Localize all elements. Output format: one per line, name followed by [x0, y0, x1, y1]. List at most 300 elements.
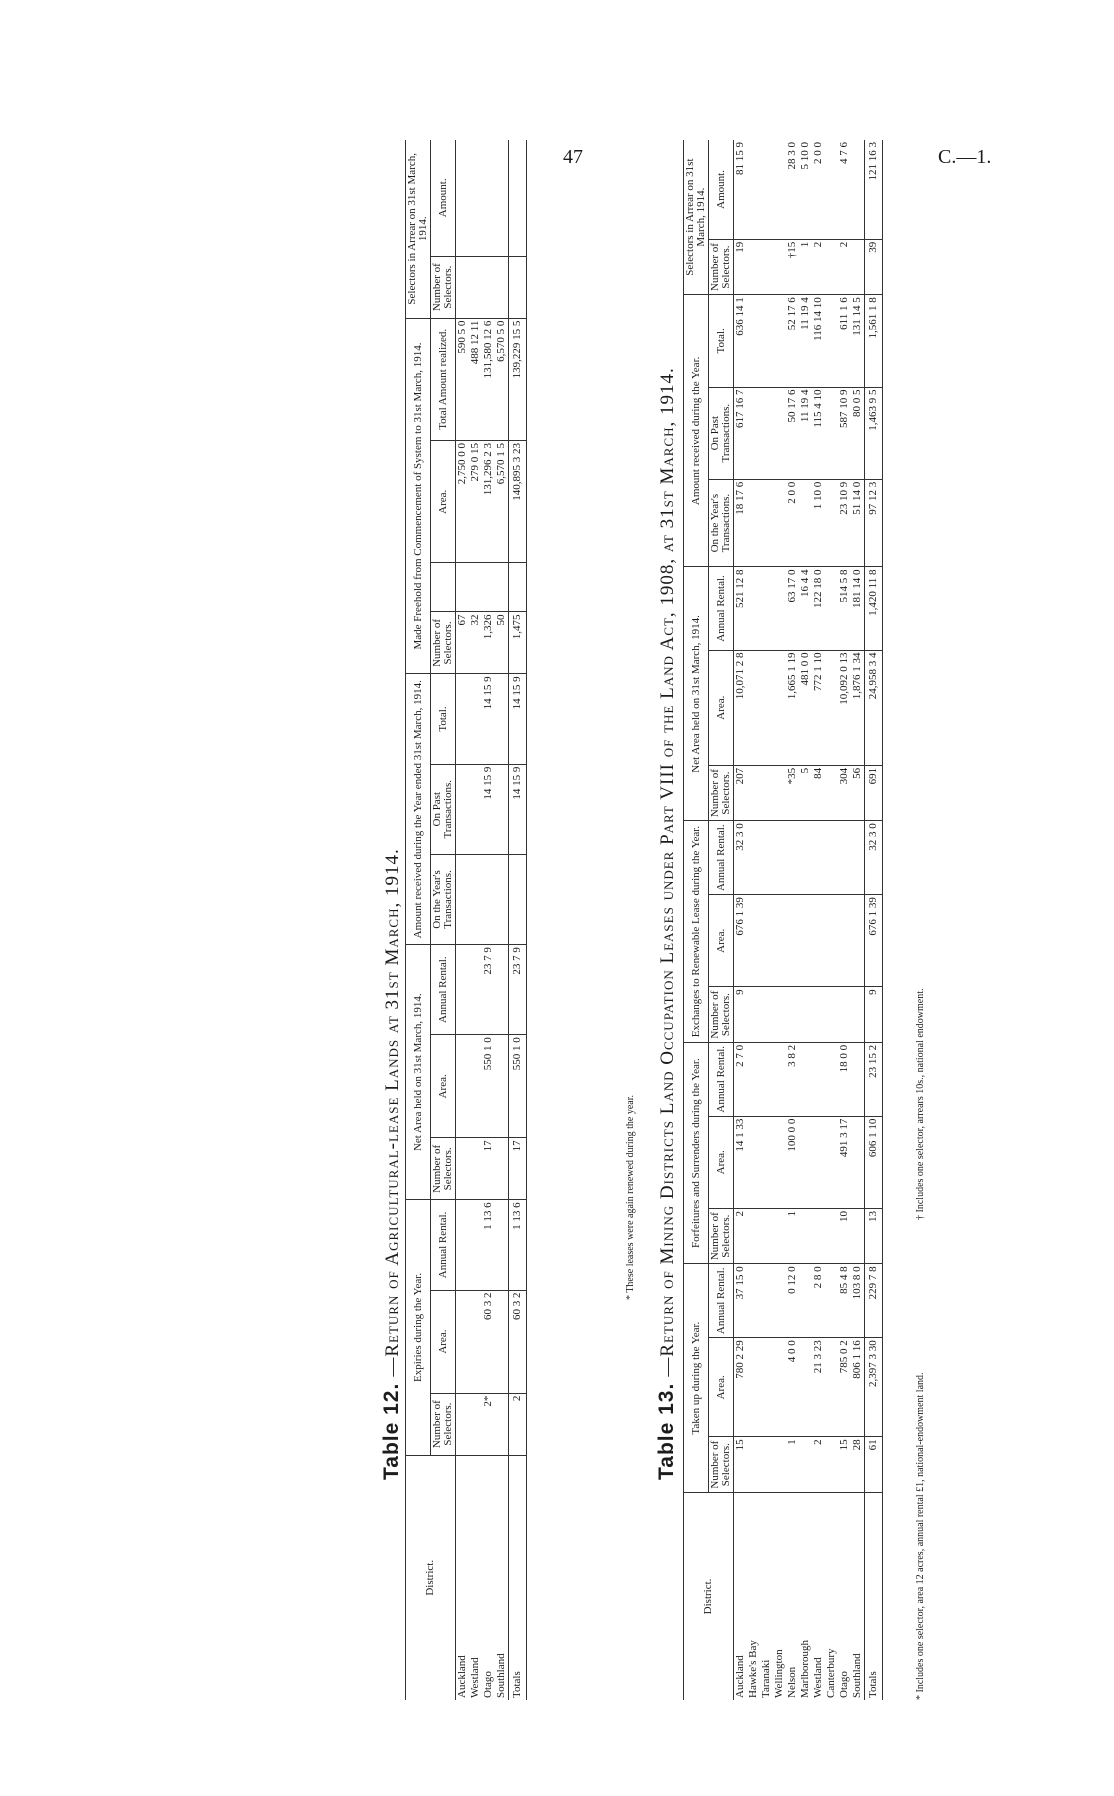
table-cell	[456, 563, 470, 612]
table-cell	[469, 764, 482, 854]
table-row	[812, 140, 825, 1700]
table-cell	[773, 1116, 786, 1208]
table-cell: 13	[865, 1208, 883, 1263]
table-cell	[747, 1264, 760, 1338]
table-cell: 2	[838, 239, 851, 294]
table-cell	[509, 563, 527, 612]
table-cell	[747, 765, 760, 820]
table-cell: 23 7 9	[482, 945, 495, 1035]
table12-title-text: —Return of Agricultural-lease Lands at 31st March, 1914.	[382, 848, 403, 1377]
table-cell	[495, 674, 509, 764]
table-cell	[786, 821, 799, 895]
table-cell: 1	[799, 239, 812, 294]
table-cell: 4 0 0	[786, 1338, 799, 1437]
table-cell	[812, 1208, 825, 1263]
table-cell: 14 15 9	[509, 674, 527, 764]
table-cell: 11 19 4	[799, 295, 812, 387]
t12-col-empty	[431, 563, 456, 612]
table-cell	[825, 479, 838, 567]
table-cell	[760, 479, 773, 567]
table-cell	[825, 387, 838, 479]
table-cell: 488 12 11	[469, 318, 482, 440]
table-cell: 122 18 0	[812, 567, 825, 650]
table-cell	[760, 567, 773, 650]
table-cell	[747, 1437, 760, 1492]
table-cell	[825, 1338, 838, 1437]
table-cell	[747, 140, 760, 239]
table-cell: 14 15 9	[509, 764, 527, 854]
table-cell: 491 3 17	[838, 1116, 851, 1208]
table-cell	[495, 140, 509, 256]
table-cell	[773, 239, 786, 294]
t12-col-area: Area.	[431, 1290, 456, 1393]
t12-col-rental: Annual Rental.	[431, 945, 456, 1035]
table-cell	[825, 567, 838, 650]
table-cell: Westland	[469, 1455, 482, 1700]
table-cell: Southland	[495, 1455, 509, 1700]
table-cell	[456, 1393, 470, 1455]
table-cell: 103 8 0	[851, 1264, 865, 1338]
table-cell	[509, 140, 527, 256]
table-cell	[509, 256, 527, 318]
table-cell: 32	[469, 612, 482, 674]
t13-col-total: Total.	[709, 295, 734, 387]
table-cell	[773, 1042, 786, 1116]
table-cell: †15	[786, 239, 799, 294]
table-cell: 23 15 2	[865, 1042, 883, 1116]
table-cell	[799, 1338, 812, 1437]
table-cell: 140,895 3 23	[509, 441, 527, 563]
table-cell	[773, 140, 786, 239]
table-cell: 785 0 2	[838, 1338, 851, 1437]
table-cell	[456, 854, 470, 944]
table-row	[456, 140, 470, 1700]
table-cell: 50 17 6	[786, 387, 799, 479]
table-cell	[760, 765, 773, 820]
table-cell	[773, 567, 786, 650]
table-cell: 2 0 0	[812, 142, 824, 164]
t13-arrears-header: Selectors in Arrear on 31st March, 1914.	[684, 140, 709, 295]
table-cell	[799, 895, 812, 987]
table13-title-text: —Return of Mining Districts Land Occupation Leases under Part VIII of the Land Act, 1908, at 31st March, 1914.	[657, 367, 678, 1377]
table-cell	[825, 895, 838, 987]
table-cell	[799, 987, 812, 1042]
table-cell	[851, 895, 865, 987]
table-cell	[747, 895, 760, 987]
table13-title	[655, 367, 679, 1480]
table-cell	[760, 1437, 773, 1492]
table-cell: 587 10 9	[838, 387, 851, 479]
table-cell	[786, 895, 799, 987]
table-cell: 18 0 0	[838, 1042, 851, 1116]
table-cell	[495, 1138, 509, 1200]
table-cell	[799, 1116, 812, 1208]
table-row	[495, 140, 509, 1700]
table-cell: 2	[509, 1393, 527, 1455]
table-cell: 304	[838, 765, 851, 820]
table13-label: Table 13.	[655, 1382, 678, 1480]
table-cell	[799, 1264, 812, 1338]
table12-label: Table 12.	[380, 1382, 403, 1480]
table-cell: 636 14 1	[734, 295, 748, 387]
table-cell	[469, 854, 482, 944]
table-cell	[825, 821, 838, 895]
table-cell: 806 1 16	[851, 1338, 865, 1437]
table-cell: 32 3 0	[734, 821, 748, 895]
table-cell	[760, 1338, 773, 1437]
table-cell: 1,561 1 8	[865, 295, 883, 387]
t13-col-area: Area.	[709, 1116, 734, 1208]
table-cell	[482, 563, 495, 612]
table-cell: 14 1 33	[734, 1116, 748, 1208]
table-cell	[760, 295, 773, 387]
table-cell	[760, 895, 773, 987]
t13-forfeitures-header: Forfeitures and Surrenders during the Year.	[684, 1042, 709, 1264]
table-cell: 617 16 7	[734, 387, 748, 479]
table-cell: 2 0 0	[786, 479, 799, 567]
table-row	[825, 140, 838, 1700]
table-cell	[773, 1338, 786, 1437]
table-cell	[482, 256, 495, 318]
table-cell: 1,326	[482, 612, 495, 674]
t12-made-freehold-header: Made Freehold from Commencement of System to 31st March, 1914.	[406, 318, 431, 674]
t12-col-rental: Annual Rental.	[431, 1200, 456, 1290]
t13-taken-up-header: Taken up during the Year.	[684, 1264, 709, 1492]
table-cell	[851, 239, 865, 294]
rotated-page-content	[200, 140, 940, 1700]
table-cell	[825, 140, 838, 239]
table-cell: 121 16 3	[865, 140, 883, 239]
table-cell: 514 5 8	[838, 567, 851, 650]
table-cell	[773, 295, 786, 387]
table-cell: 32 3 0	[865, 821, 883, 895]
t12-amount-received-header: Amount received during the Year ended 31st March, 1914.	[406, 674, 431, 945]
table-cell: 19	[734, 239, 748, 294]
table-row	[799, 140, 812, 1700]
t13-col-selectors: Number of Selectors.	[709, 765, 734, 820]
t13-col-area: Area.	[709, 895, 734, 987]
table-cell	[495, 1035, 509, 1138]
t13-footnotes	[915, 839, 926, 1701]
table-cell: 772 1 10	[812, 650, 825, 765]
table-cell	[747, 295, 760, 387]
table-row	[747, 140, 760, 1700]
t13-col-rental: Annual Rental.	[709, 567, 734, 650]
t12-col-total-realized: Total Amount realized.	[431, 318, 456, 440]
table-cell: Westland	[812, 1492, 825, 1700]
table-cell	[825, 1116, 838, 1208]
table-cell	[495, 1393, 509, 1455]
table-cell: 1,475	[509, 612, 527, 674]
table-cell: 21 3 23	[812, 1338, 825, 1437]
table-cell: 10	[838, 1208, 851, 1263]
table-cell: 14 15 9	[482, 674, 495, 764]
table-cell: 1,463 9 5	[865, 387, 883, 479]
totals-row	[865, 140, 883, 1700]
table-cell	[799, 479, 812, 567]
t12-col-area: Area.	[431, 1035, 456, 1138]
table-cell	[773, 650, 786, 765]
t12-body	[456, 140, 527, 1700]
t12-col-total: Total.	[431, 674, 456, 764]
t13-col-area: Area.	[709, 1338, 734, 1437]
table-cell: Auckland	[734, 1492, 748, 1700]
table-cell	[851, 987, 865, 1042]
table-cell	[456, 945, 470, 1035]
t13-body	[734, 140, 883, 1700]
table-cell	[469, 1200, 482, 1290]
table12	[405, 140, 527, 1700]
table-cell: 590 5 0	[456, 318, 470, 440]
table-cell	[760, 821, 773, 895]
table-cell	[456, 1290, 470, 1393]
table-cell	[851, 1116, 865, 1208]
table-cell: 11 19 4	[799, 387, 812, 479]
table-cell	[469, 1290, 482, 1393]
table-cell	[495, 1290, 509, 1393]
table-cell: 6,570 1 5	[495, 441, 509, 563]
table-cell: Totals	[509, 1455, 527, 1700]
table-cell: 2 8 0	[812, 1264, 825, 1338]
table12-title	[380, 848, 404, 1480]
table-cell	[838, 895, 851, 987]
table-cell: 1 10 0	[812, 479, 825, 567]
table-cell: 9	[865, 987, 883, 1042]
table-cell	[469, 256, 482, 318]
table-cell: 81 15 9	[734, 142, 746, 175]
table13	[683, 140, 883, 1700]
table-cell: 14 15 9	[482, 764, 495, 854]
table-cell: 550 1 0	[509, 1035, 527, 1138]
table-cell	[495, 945, 509, 1035]
table-cell: 67	[456, 612, 470, 674]
table-cell: Canterbury	[825, 1492, 838, 1700]
table-cell: 50	[495, 612, 509, 674]
table-row	[773, 140, 786, 1700]
table-cell	[812, 821, 825, 895]
t12-col-on-years: On the Year's Transactions.	[431, 854, 456, 944]
t12-col-selectors: Number of Selectors.	[431, 1138, 456, 1200]
table-cell: 5 10 0	[799, 142, 811, 170]
t13-col-selectors: Number of Selectors.	[709, 1437, 734, 1492]
table-cell: 780 2 29	[734, 1338, 748, 1437]
table-cell	[456, 256, 470, 318]
table-cell: 23 7 9	[509, 945, 527, 1035]
t12-col-selectors: Number of Selectors.	[431, 1393, 456, 1455]
table-cell	[456, 1200, 470, 1290]
table-cell: Auckland	[456, 1455, 470, 1700]
table-cell: 181 14 0	[851, 567, 865, 650]
table-cell: 521 12 8	[734, 567, 748, 650]
table-cell: 611 1 6	[838, 295, 851, 387]
table-cell: Southland	[851, 1492, 865, 1700]
table-cell: Taranaki	[760, 1492, 773, 1700]
table-cell: Otago	[482, 1455, 495, 1700]
table-cell: Totals	[865, 1492, 883, 1700]
table-cell	[747, 1338, 760, 1437]
table-cell: 24,958 3 4	[865, 650, 883, 765]
table-cell: 207	[734, 765, 748, 820]
table-cell: 51 14 0	[851, 479, 865, 567]
table-cell	[495, 764, 509, 854]
table-cell: 84	[812, 765, 825, 820]
table-cell: 56	[851, 765, 865, 820]
table-cell	[747, 821, 760, 895]
table-cell: 18 17 6	[734, 479, 748, 567]
t13-footnote-1: * Includes one selector, area 12 acres, annual rental £1, national-endowment land.	[915, 1372, 926, 1700]
table-cell: 550 1 0	[482, 1035, 495, 1138]
table-cell	[825, 1264, 838, 1338]
table-cell: 5	[799, 765, 812, 820]
table-cell: 229 7 8	[865, 1264, 883, 1338]
table-cell	[495, 854, 509, 944]
table-cell: Nelson	[786, 1492, 799, 1700]
table-cell: 2*	[482, 1393, 495, 1455]
table-cell	[469, 140, 482, 256]
t12-expiries-header: Expiries during the Year.	[406, 1200, 431, 1455]
table-cell: 0 12 0	[786, 1264, 799, 1338]
table-cell	[760, 1116, 773, 1208]
table-cell	[760, 1208, 773, 1263]
table-cell: 481 0 0	[799, 650, 812, 765]
table-row	[482, 140, 495, 1700]
table-cell: 100 0 0	[786, 1116, 799, 1208]
table-cell	[851, 1208, 865, 1263]
table-cell	[825, 987, 838, 1042]
table-cell	[747, 479, 760, 567]
table-cell: Hawke's Bay	[747, 1492, 760, 1700]
table-cell	[851, 140, 865, 239]
table-cell: *35	[786, 765, 799, 820]
table-cell: 1	[786, 1208, 799, 1263]
t13-col-selectors: Number of Selectors.	[709, 987, 734, 1042]
table-cell	[773, 387, 786, 479]
table-cell	[838, 987, 851, 1042]
table-cell: 606 1 10	[865, 1116, 883, 1208]
table-cell	[495, 1200, 509, 1290]
table-cell	[812, 987, 825, 1042]
table-cell	[469, 1393, 482, 1455]
table-cell: 131,580 12 6	[482, 318, 495, 440]
table-cell: 17	[509, 1138, 527, 1200]
table-cell: 2	[812, 239, 825, 294]
table-cell	[825, 1042, 838, 1116]
table-cell: 2,750 0 0	[456, 441, 470, 563]
t12-district-header: District.	[406, 1455, 456, 1700]
table-cell	[509, 854, 527, 944]
t13-net-area-header: Net Area held on 31st March, 1914.	[684, 567, 709, 821]
table-cell	[760, 239, 773, 294]
table-cell: 97 12 3	[865, 479, 883, 567]
t13-exchanges-header: Exchanges to Renewable Lease during the Year.	[684, 821, 709, 1043]
table-cell	[469, 1035, 482, 1138]
table-cell	[773, 821, 786, 895]
t12-net-area-header: Net Area held on 31st March, 1914.	[406, 945, 431, 1200]
table-cell	[747, 650, 760, 765]
table-cell: Wellington	[773, 1492, 786, 1700]
table-cell	[799, 1042, 812, 1116]
totals-row	[509, 140, 527, 1700]
t13-amount-received-header: Amount received during the Year.	[684, 295, 709, 567]
table-cell: 4 7 6	[838, 142, 850, 164]
table-cell	[773, 1264, 786, 1338]
table-cell	[747, 1208, 760, 1263]
table-cell	[760, 1042, 773, 1116]
table-cell	[799, 1437, 812, 1492]
table-cell	[760, 1264, 773, 1338]
table-cell: 10,092 0 13	[838, 650, 851, 765]
table-cell: 3 8 2	[786, 1042, 799, 1116]
table-cell	[495, 563, 509, 612]
table-cell: 61	[865, 1437, 883, 1492]
page-code: C.—1.	[938, 146, 992, 168]
table-cell: 60 3 2	[509, 1290, 527, 1393]
table-cell: 1 13 6	[482, 1200, 495, 1290]
table-cell	[469, 674, 482, 764]
table-cell	[469, 563, 482, 612]
table-cell	[760, 650, 773, 765]
table-row	[838, 140, 851, 1700]
table-cell: 1 13 6	[509, 1200, 527, 1290]
table-cell: 10,071 2 8	[734, 650, 748, 765]
table-cell: 9	[734, 987, 748, 1042]
table-cell: 6,570 5 0	[495, 318, 509, 440]
table-cell: 63 17 0	[786, 567, 799, 650]
table-cell	[482, 140, 495, 256]
t13-col-rental: Annual Rental.	[709, 1264, 734, 1338]
table-cell: 1	[786, 1437, 799, 1492]
table-cell	[825, 295, 838, 387]
table-cell	[773, 895, 786, 987]
table-cell	[838, 821, 851, 895]
t13-district-header: District.	[684, 1492, 734, 1700]
table-cell	[456, 674, 470, 764]
table-cell	[786, 987, 799, 1042]
table-cell: 28 3 0	[786, 142, 798, 170]
table-cell	[760, 140, 773, 239]
table-cell	[747, 1042, 760, 1116]
table-cell: 676 1 39	[865, 895, 883, 987]
t12-arrears-header: Selectors in Arrear on 31st March, 1914.	[406, 140, 431, 318]
table-row	[760, 140, 773, 1700]
t13-col-selectors: Number of Selectors.	[709, 1208, 734, 1263]
table-cell	[851, 821, 865, 895]
table-cell: Otago	[838, 1492, 851, 1700]
table-row	[469, 140, 482, 1700]
table-cell	[456, 764, 470, 854]
table-cell	[773, 987, 786, 1042]
table-cell	[747, 387, 760, 479]
t12-col-on-past: On Past Transactions.	[431, 764, 456, 854]
table-cell	[825, 765, 838, 820]
table-cell	[825, 650, 838, 765]
t12-col-selectors: Number of Selectors.	[431, 256, 456, 318]
t12-footnote: * These leases were again renewed during the year.	[625, 1094, 636, 1300]
table-cell: 139,229 15 5	[509, 318, 527, 440]
t13-col-rental: Annual Rental.	[709, 821, 734, 895]
table-cell	[469, 1138, 482, 1200]
table-cell	[825, 239, 838, 294]
table-cell: 691	[865, 765, 883, 820]
table-cell: 15	[838, 1437, 851, 1492]
table-cell: 115 4 10	[812, 387, 825, 479]
table-cell	[760, 987, 773, 1042]
table-cell: 23 10 9	[838, 479, 851, 567]
table-cell	[747, 987, 760, 1042]
table-cell: Marlborough	[799, 1492, 812, 1700]
table-cell: 1,665 1 19	[786, 650, 799, 765]
table-cell: 17	[482, 1138, 495, 1200]
